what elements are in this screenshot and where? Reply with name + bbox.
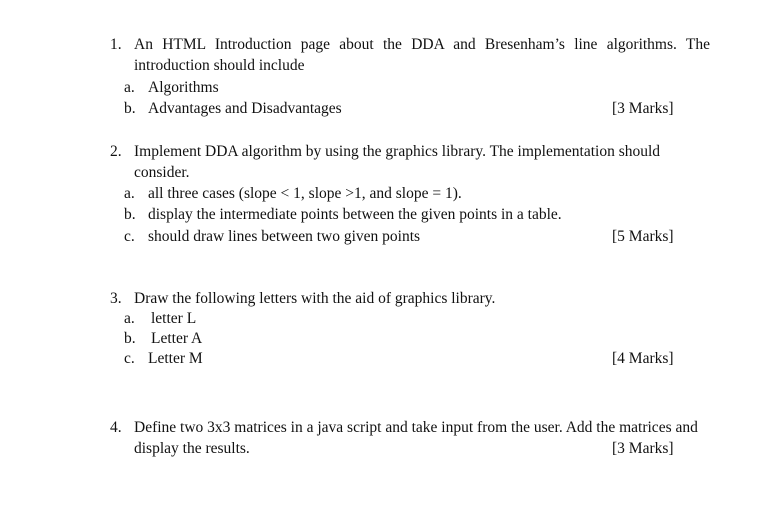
question-text-continued: introduction should include — [134, 57, 305, 74]
question-number: 2. — [110, 143, 122, 160]
item-text: letter L — [151, 310, 197, 327]
item-text: should draw lines between two given points — [148, 228, 421, 245]
item-label: c. — [124, 228, 135, 245]
question-number: 4. — [110, 419, 122, 436]
question-text: Define two 3x3 matrices in a java script and take input from the user. Add the matrices and — [134, 419, 698, 436]
item-label: a. — [124, 79, 135, 96]
question-text-continued: consider. — [134, 164, 190, 181]
item-text: Letter M — [148, 350, 203, 367]
item-label: b. — [124, 330, 136, 347]
item-text: Letter A — [151, 330, 203, 347]
question-number: 1. — [110, 36, 122, 53]
item-text: Advantages and Disadvantages — [148, 100, 342, 117]
question-text-continued: display the results. — [134, 440, 250, 457]
item-label: a. — [124, 310, 135, 327]
item-text: all three cases (slope < 1, slope >1, and slope = 1). — [148, 185, 462, 202]
item-label: c. — [124, 350, 135, 367]
item-text: Algorithms — [148, 79, 219, 96]
marks-label: [4 Marks] — [612, 350, 674, 367]
item-label: b. — [124, 100, 136, 117]
question-text: Draw the following letters with the aid of graphics library. — [134, 290, 496, 307]
item-text: display the intermediate points between the given points in a table. — [148, 206, 562, 223]
marks-label: [5 Marks] — [612, 228, 674, 245]
item-label: b. — [124, 206, 136, 223]
question-text: An HTML Introduction page about the DDA and Bresenham’s line algorithms. The — [134, 36, 710, 53]
item-label: a. — [124, 185, 135, 202]
marks-label: [3 Marks] — [612, 100, 674, 117]
question-number: 3. — [110, 290, 122, 307]
marks-label: [3 Marks] — [612, 440, 674, 457]
question-text: Implement DDA algorithm by using the graphics library. The implementation should — [134, 143, 661, 160]
